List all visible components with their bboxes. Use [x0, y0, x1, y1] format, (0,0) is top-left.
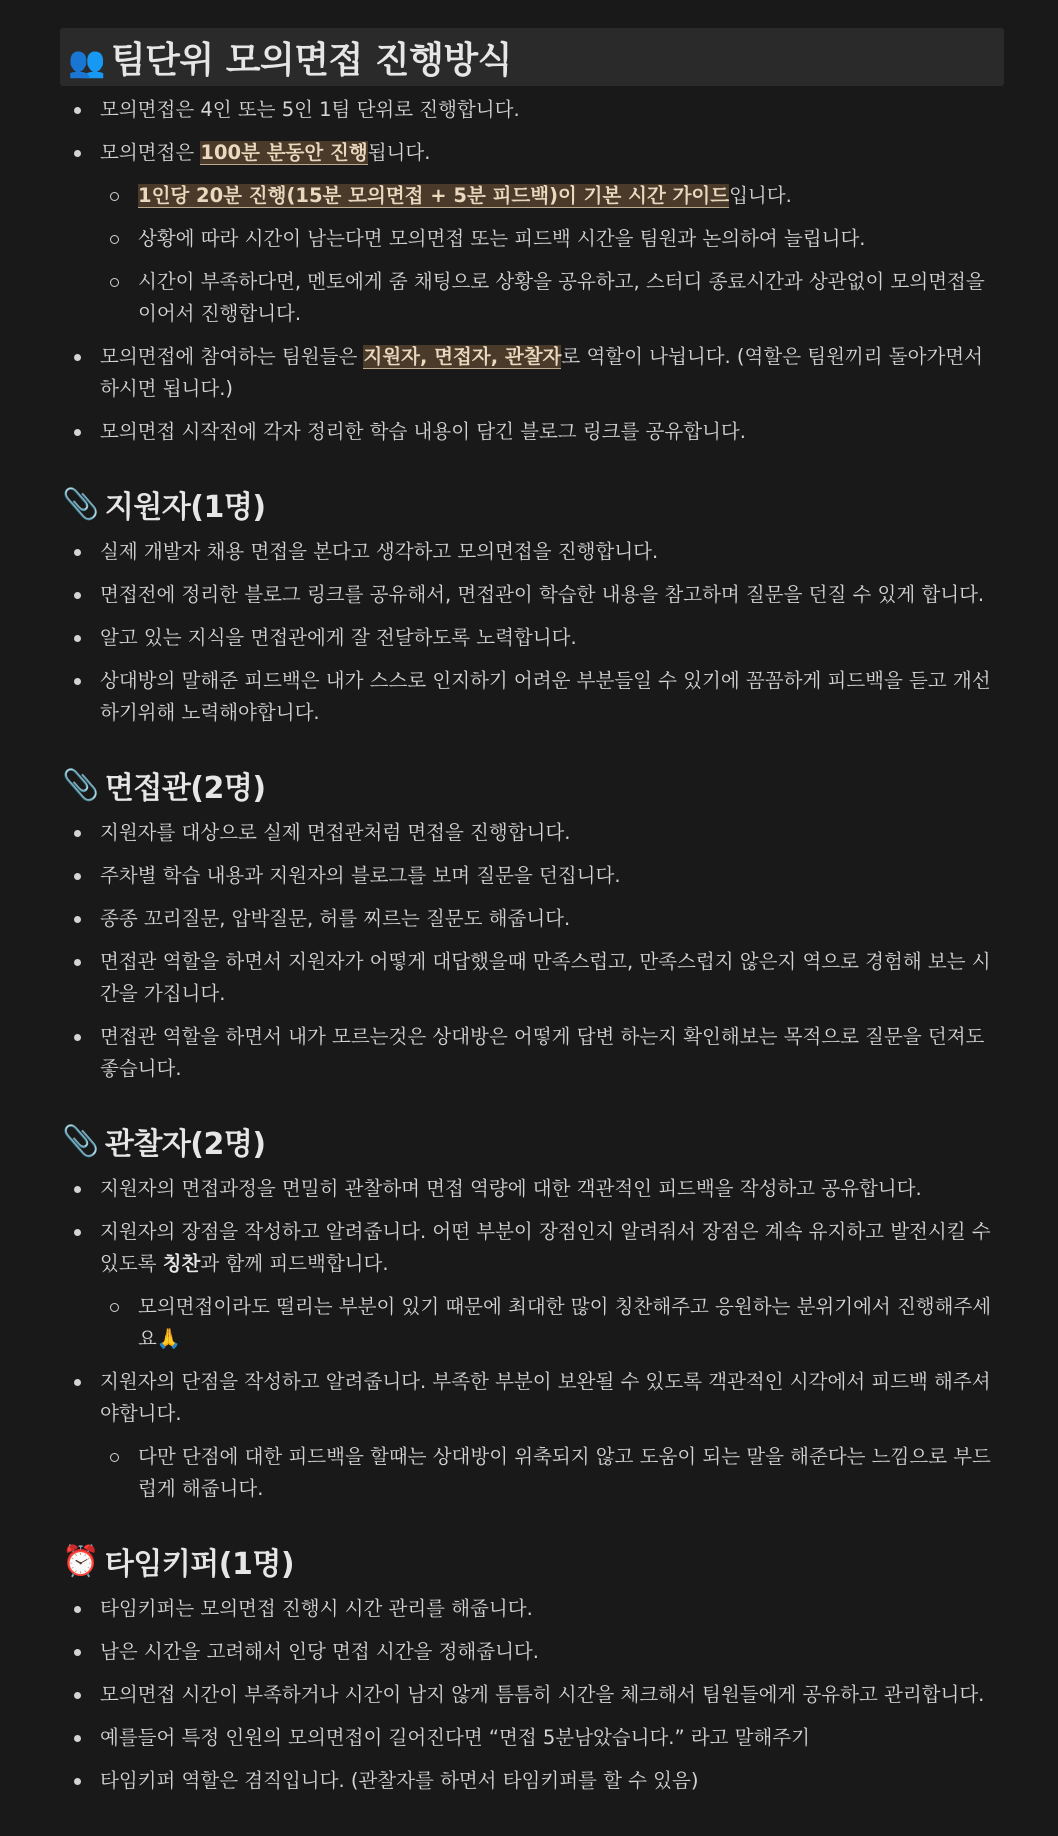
page-title: 👥 팀단위 모의면접 진행방식: [68, 39, 512, 81]
list-item: 모의면접에 참여하는 팀원들은 지원자, 면접자, 관찰자로 역할이 나뉩니다. (역할은 팀원끼리 돌아가면서 하시면 됩니다.): [60, 341, 1004, 405]
sub-list-item: 다만 단점에 대한 피드백을 할때는 상대방이 위축되지 않고 도움이 되는 말을 해준다는 느낌으로 부드럽게 해줍니다.: [60, 1441, 1004, 1505]
list-item: 예를들어 특정 인원의 모의면접이 길어진다면 “면접 5분남았습니다.” 라고 말해주기: [60, 1722, 1004, 1754]
list-item: 알고 있는 지식을 면접관에게 잘 전달하도록 노력합니다.: [60, 622, 1004, 654]
sub-list-item: 1인당 20분 진행(15분 모의면접 + 5분 피드백)이 기본 시간 가이드입니다.: [60, 180, 1004, 212]
list-item: 상대방의 말해준 피드백은 내가 스스로 인지하기 어려운 부분들일 수 있기에 꼼꼼하게 피드백을 듣고 개선하기위해 노력해야합니다.: [60, 665, 1004, 729]
paperclip-icon: 📎: [62, 486, 99, 522]
sub-list-item: 상황에 따라 시간이 남는다면 모의면접 또는 피드백 시간을 팀원과 논의하여 늘립니다.: [60, 223, 1004, 255]
applicant-list: [60, 536, 1004, 729]
sub-list-item: 모의면접이라도 떨리는 부분이 있기 때문에 최대한 많이 칭찬해주고 응원하는 분위기에서 진행해주세요🙏: [60, 1291, 1004, 1355]
list-item: 실제 개발자 채용 면접을 본다고 생각하고 모의면접을 진행합니다.: [60, 536, 1004, 568]
list-item: 면접전에 정리한 블로그 링크를 공유해서, 면접관이 학습한 내용을 참고하며 질문을 던질 수 있게 합니다.: [60, 579, 1004, 611]
sub-list-item: 시간이 부족하다면, 멘토에게 줌 채팅으로 상황을 공유하고, 스터디 종료시간과 상관없이 모의면접을 이어서 진행합니다.: [60, 266, 1004, 330]
list-item: 지원자의 단점을 작성하고 알려줍니다. 부족한 부분이 보완될 수 있도록 객관적인 시각에서 피드백 해주셔야합니다.: [60, 1366, 1004, 1430]
section-heading: 📎 관찰자(2명): [62, 1123, 266, 1162]
list-item: 모의면접은 100분 분동안 진행됩니다.: [60, 137, 1004, 169]
list-item: 면접관 역할을 하면서 지원자가 어떻게 대답했을때 만족스럽고, 만족스럽지 않은지 역으로 경험해 보는 시간을 가집니다.: [60, 946, 1004, 1010]
highlight: 1인당 20분 진행(15분 모의면접 + 5분 피드백)이 기본 시간 가이드: [138, 184, 730, 207]
section-applicant: [60, 482, 1004, 526]
list-item: 모의면접은 4인 또는 5인 1팀 단위로 진행합니다.: [60, 94, 1004, 126]
observer-list: [60, 1173, 1004, 1505]
list-item: 지원자를 대상으로 실제 면접관처럼 면접을 진행합니다.: [60, 817, 1004, 849]
list-item: 남은 시간을 고려해서 인당 면접 시간을 정해줍니다.: [60, 1636, 1004, 1668]
list-item: 주차별 학습 내용과 지원자의 블로그를 보며 질문을 던집니다.: [60, 860, 1004, 892]
page-title-block: [60, 28, 1004, 86]
list-item: 모의면접 시작전에 각자 정리한 학습 내용이 담긴 블로그 링크를 공유합니다.: [60, 416, 1004, 448]
section-heading: 📎 면접관(2명): [62, 767, 266, 806]
list-item: 종종 꼬리질문, 압박질문, 허를 찌르는 질문도 해줍니다.: [60, 903, 1004, 935]
list-item: 타임키퍼는 모의면접 진행시 시간 관리를 해줍니다.: [60, 1593, 1004, 1625]
team-icon: 👥: [68, 44, 105, 80]
list-item: 모의면접 시간이 부족하거나 시간이 남지 않게 틈틈히 시간을 체크해서 팀원들에게 공유하고 관리합니다.: [60, 1679, 1004, 1711]
section-heading: 📎 지원자(1명): [62, 486, 266, 525]
paperclip-icon: 📎: [62, 767, 99, 803]
highlight: 지원자, 면접자, 관찰자: [363, 345, 562, 368]
section-heading: ⏰ 타임키퍼(1명): [62, 1543, 295, 1582]
timekeeper-list: [60, 1593, 1004, 1797]
section-interviewer: [60, 763, 1004, 807]
intro-list: [60, 94, 1004, 448]
alarm-clock-icon: ⏰: [62, 1543, 99, 1579]
list-item: 지원자의 면접과정을 면밀히 관찰하며 면접 역량에 대한 객관적인 피드백을 작성하고 공유합니다.: [60, 1173, 1004, 1205]
interviewer-list: [60, 817, 1004, 1085]
list-item: 지원자의 장점을 작성하고 알려줍니다. 어떤 부분이 장점인지 알려줘서 장점은 계속 유지하고 발전시킬 수 있도록 칭찬과 함께 피드백합니다.: [60, 1216, 1004, 1280]
list-item: 타임키퍼 역할은 겸직입니다. (관찰자를 하면서 타임키퍼를 할 수 있음): [60, 1765, 1004, 1797]
section-timekeeper: [60, 1539, 1004, 1583]
section-observer: [60, 1119, 1004, 1163]
highlight: 100분 분동안 진행: [200, 141, 368, 164]
list-item: 면접관 역할을 하면서 내가 모르는것은 상대방은 어떻게 답변 하는지 확인해보는 목적으로 질문을 던져도 좋습니다.: [60, 1021, 1004, 1085]
paperclip-icon: 📎: [62, 1123, 99, 1159]
